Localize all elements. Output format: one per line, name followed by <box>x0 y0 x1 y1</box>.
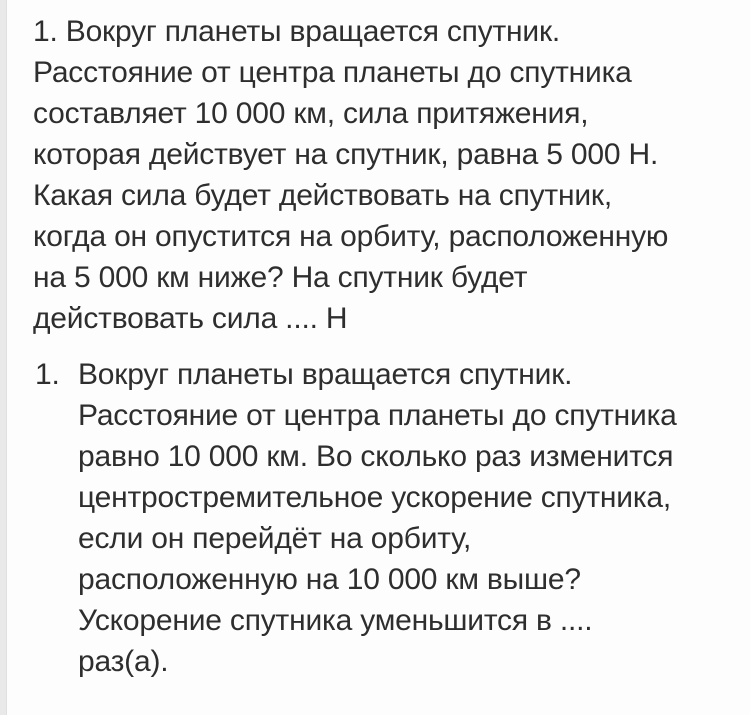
problem1-line: действовать сила .... Н <box>33 302 348 335</box>
problem1-line: когда он опустится на орбиту, расположенную <box>33 220 669 253</box>
problem1-line: Расстояние от центра планеты до спутника <box>33 56 632 89</box>
problem2-line: если он перейдёт на орбиту, <box>78 522 472 555</box>
problem2-line: равно 10 000 км. Во сколько раз изменится <box>78 440 674 473</box>
problem1-line: 1. Вокруг планеты вращается спутник. <box>33 15 561 48</box>
problem1-line: на 5 000 км ниже? На спутник будет <box>33 261 528 294</box>
problem1-line: составляет 10 000 км, сила притяжения, <box>33 97 589 130</box>
problem2-line: Расстояние от центра планеты до спутника <box>78 399 677 432</box>
problem2-paragraph <box>78 354 677 682</box>
problem2-line: центростремительное ускорение спутника, <box>78 481 672 514</box>
problem2-list-item <box>35 354 730 682</box>
problem1-paragraph <box>33 11 730 339</box>
problem2-line: Ускорение спутника уменьшится в .... <box>78 604 593 637</box>
problem2-line: расположенную на 10 000 км выше? <box>78 563 581 596</box>
problem1-line: Какая сила будет действовать на спутник, <box>33 179 612 212</box>
problem2-line: Вокруг планеты вращается спутник. <box>78 358 573 391</box>
problem2-number: 1. <box>35 358 60 391</box>
problem2-line: раз(а). <box>78 645 169 678</box>
problem1-line: которая действует на спутник, равна 5 000 Н. <box>33 138 659 171</box>
